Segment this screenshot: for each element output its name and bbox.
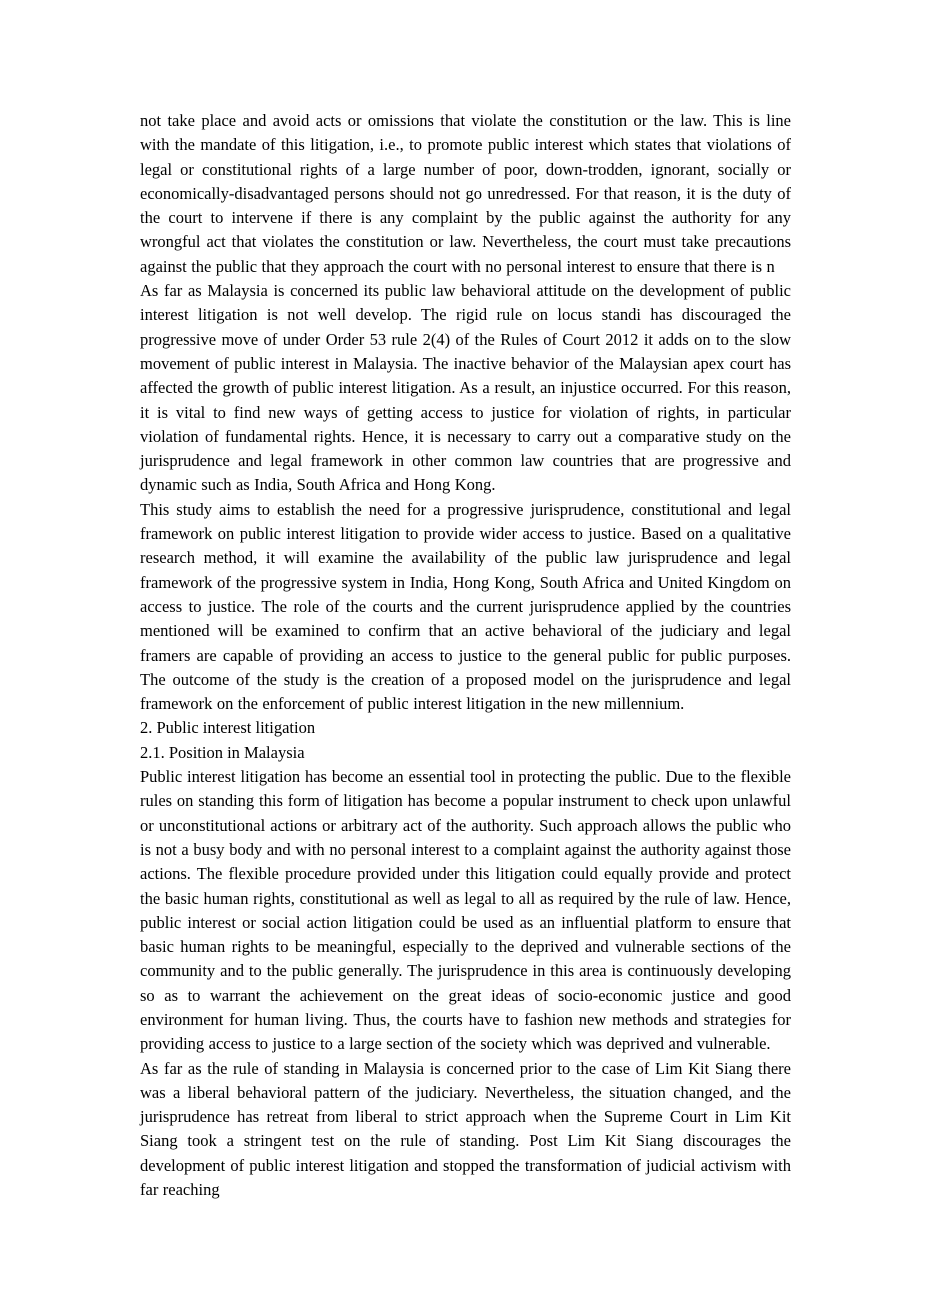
section-heading-public-interest-litigation: 2. Public interest litigation (140, 718, 316, 738)
subsection-heading-position-in-malaysia: 2.1. Position in Malaysia (140, 742, 305, 762)
paragraph-intro-continuation: not take place and avoid acts or omissions that violate the constitution or the law. This is line with the mandate of this litigation, i.e., to promote public interest which states that violations of legal or constitutional rights of a large number of poor, down-trodden, ignorant, socially or economically-disadvantaged persons should not go unredressed. For that reason, it is the duty of the court to intervene if there is any complaint by the public against the authority for any wrongful act that violates the constitution or law. Nevertheless, the court must take precautions against the public that they approach the court with no personal interest to ensure that there is n (140, 111, 791, 276)
paragraph-study-aims: This study aims to establish the need for a progressive jurisprudence, constitutional and legal framework on public interest litigation to provide wider access to justice. Based on a qualitative research method, it will examine the availability of the public law jurisprudence and legal framework of the progressive system in India, Hong Kong, South Africa and United Kingdom on access to justice. The role of the courts and the current jurisprudence applied by the countries mentioned will be examined to confirm that an active behavioral of the judiciary and legal framers are capable of providing an access to justice to the general public for public purposes. The outcome of the study is the creation of a proposed model on the jurisprudence and legal framework on the enforcement of public interest litigation in the new millennium. (140, 499, 791, 714)
paragraph-essential-tool: Public interest litigation has become an essential tool in protecting the public. Due to the flexible rules on standing this form of litigation has become a popular instrument to check upon unlawful or unconstitutional actions or arbitrary act of the authority. Such approach allows the public who is not a busy body and with no personal interest to a complaint against the authority against those actions. The flexible procedure provided under this litigation could equally provide and protect the basic human rights, constitutional as well as legal to all as required by the rule of law. Hence, public interest or social action litigation could be used as an influential platform to ensure that basic human rights to be meaningful, especially to the deprived and vulnerable sections of the community and to the public generally. The jurisprudence in this area is continuously developing so as to warrant the achievement on the great ideas of socio-economic justice and good environment for human living. Thus, the courts have to fashion new methods and strategies for providing access to justice to a large section of the society which was deprived and vulnerable. (140, 767, 791, 1054)
document-text-block (140, 109, 791, 1202)
paragraph-malaysia-concerned: As far as Malaysia is concerned its public law behavioral attitude on the development of public interest litigation is not well develop. The rigid rule on locus standi has discouraged the progressive move of under Order 53 rule 2(4) of the Rules of Court 2012 it adds on to the slow movement of public interest in Malaysia. The inactive behavior of the Malaysian apex court has affected the growth of public interest litigation. As a result, an injustice occurred. For this reason, it is vital to find new ways of getting access to justice for violation of rights, in particular violation of fundamental rights. Hence, it is necessary to carry out a comparative study on the jurisprudence and legal framework in other common law countries that are progressive and dynamic such as India, South Africa and Hong Kong. (140, 281, 791, 495)
paragraph-rule-of-standing: As far as the rule of standing in Malaysia is concerned prior to the case of Lim Kit Siang there was a liberal behavioral pattern of the judiciary. Nevertheless, the situation changed, and the jurisprudence has retreat from liberal to strict approach when the Supreme Court in Lim Kit Siang took a stringent test on the rule of standing. Post Lim Kit Siang discourages the development of public interest litigation and stopped the transformation of judicial activism with far reaching (140, 1058, 791, 1200)
